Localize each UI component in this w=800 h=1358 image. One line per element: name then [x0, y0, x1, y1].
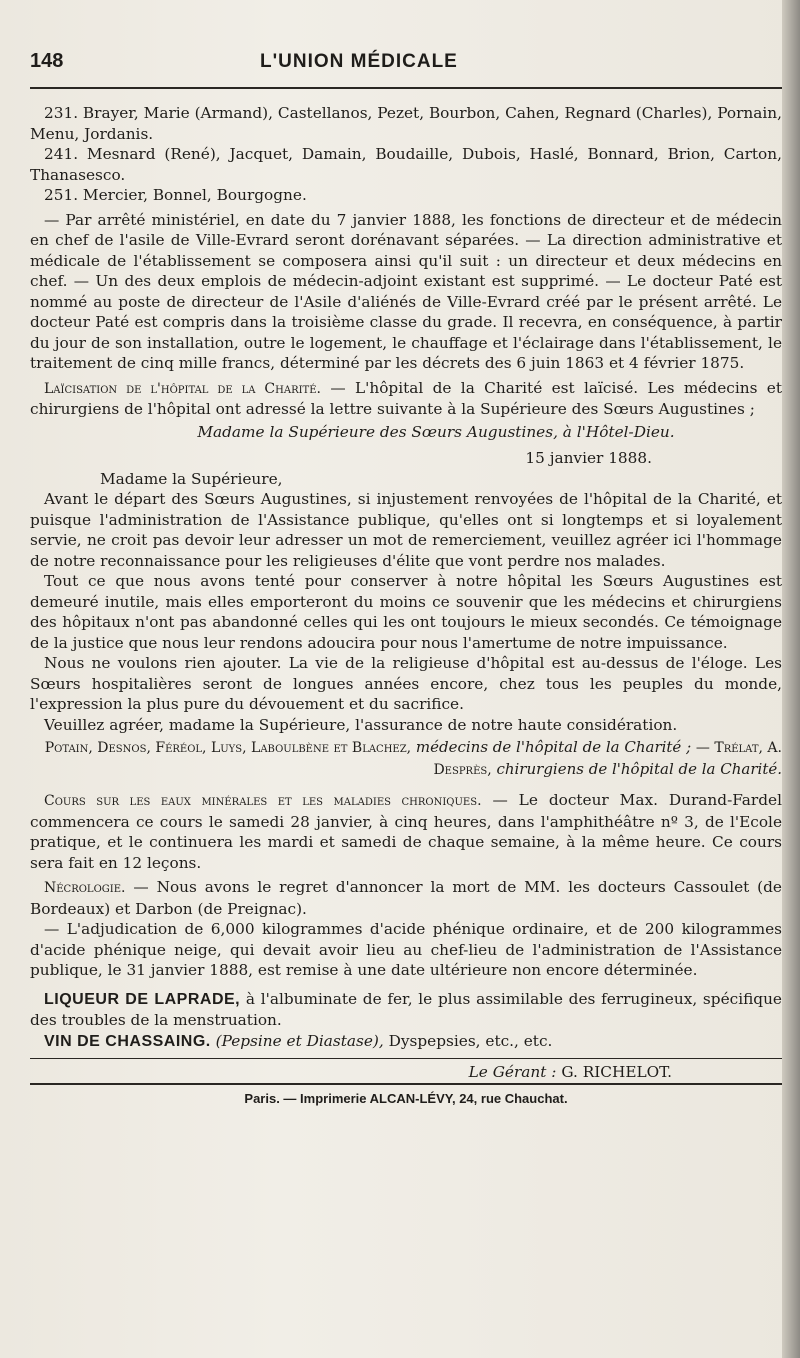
footer-rule-thick: [30, 1083, 782, 1085]
letter-address: Madame la Supérieure des Sœurs Augustines, à l'Hôtel-Dieu.: [197, 422, 675, 441]
page-header: [30, 50, 782, 73]
letter-salutation: Madame la Supérieure,: [100, 469, 283, 488]
necrologie-paragraph: [30, 877, 782, 919]
page-edge-shadow: [782, 0, 800, 1358]
article-body: [30, 103, 782, 1052]
section-heading: Nécrologie.: [44, 880, 126, 896]
letter-paragraph: Tout ce que nous avons tenté pour conserver à notre hôpital les Sœurs Augustines est demeuré inutile, mais elles emporteront du moins ce souvenir que les médecins et chirurgiens des hôpitaux n'ont pas abandonné celles qui les ont toujours le mieux secondés. Ce témoignage de la justice que nous leur rendons adoucira pour nous l'amertume de notre impuissance.: [30, 572, 782, 652]
footer-rule: [30, 1058, 782, 1059]
journal-title: L'UNION MÉDICALE: [260, 51, 458, 72]
gerant-label: Le Gérant :: [468, 1063, 557, 1081]
cours-paragraph: [30, 790, 782, 873]
section-heading: Cours sur les eaux minérales et les maladies chroniques.: [44, 793, 482, 809]
letter-signatures: [30, 737, 782, 780]
advertisement: [30, 989, 782, 1031]
role-surgeons: chirurgiens de l'hôpital de la Charité.: [496, 759, 782, 778]
advertisement: [30, 1031, 782, 1053]
section-text: — L'hôpital de la Charité est laïcisé. Les médecins et chirurgiens de l'hôpital ont adressé la lettre suivante à la Supérieure des Sœurs Augustines ;: [30, 378, 782, 418]
list-item: 231. Brayer, Marie (Armand), Castellanos, Pezet, Bourbon, Cahen, Regnard (Charles), Pornain, Menu, Jordanis.: [30, 104, 782, 143]
section-text: — Nous avons le regret d'annoncer la mort de MM. les docteurs Cassoulet (de Bordeaux) et Darbon (de Preignac).: [30, 878, 782, 918]
letter-paragraph: Veuillez agréer, madame la Supérieure, l'assurance de notre haute considération.: [44, 715, 678, 734]
adjudication-paragraph: — L'adjudication de 6,000 kilogrammes d'acide phénique ordinaire, et de 200 kilogrammes d'acide phénique neige, qui devait avoir lieu au chef-lieu de l'administration de l'Assistance publique, le 31 janvier 1888, est remise à une date ultérieure non encore déterminée.: [30, 920, 782, 979]
letter-paragraph: Avant le départ des Sœurs Augustines, si injustement renvoyées de l'hôpital de la Charité, et puisque l'administration de l'Assistance publique, qu'elles ont si longtemps et si loyalement servie, ne croit pas devoir leur adresser un mot de remerciement, veuillez agréer ici l'hommage de notre reconnaissance pour les religieuses d'élite que vont perdre nos malades.: [30, 490, 782, 570]
page-number: 148: [30, 50, 64, 72]
ad-brand: VIN DE CHASSAING.: [44, 1032, 211, 1050]
list-item: 241. Mesnard (René), Jacquet, Damain, Boudaille, Dubois, Haslé, Bonnard, Brion, Carton, Thanasesco.: [30, 145, 782, 184]
letter-date: 15 janvier 1888.: [525, 449, 652, 467]
signatories-physicians: Potain, Desnos, Féréol, Luys, Laboulbène et Blachez,: [44, 740, 412, 756]
ad-text-italic: (Pepsine et Diastase),: [215, 1031, 384, 1050]
ad-brand: LIQUEUR DE LAPRADE,: [44, 990, 241, 1008]
section-text: — Le docteur Max. Durand-Fardel commencera ce cours le samedi 28 janvier, à cinq heures, dans l'amphithéâtre nº 3, de l'Ecole pratique, et le continuera les mardi et samedi de chaque semaine, à la même heure. Ce cours sera fait en 12 leçons.: [30, 791, 782, 872]
laicisation-paragraph: [30, 378, 782, 420]
signatories-surgeons: — Trélat, A. Desprès,: [433, 740, 782, 778]
section-heading: Laïcisation de l'hôpital de la Charité.: [44, 380, 321, 397]
gerant-line: [30, 1063, 782, 1081]
arrete-paragraph: — Par arrêté ministériel, en date du 7 janvier 1888, les fonctions de directeur et de médecin en chef de l'asile de Ville-Evrard seront dorénavant séparées. — La direction administrative et médicale de l'établissement se composera ainsi qu'il suit : un directeur et deux médecins en chef. — Un des deux emplois de médecin-adjoint existant est supprimé. — Le docteur Paté est nommé au poste de directeur de l'Asile d'aliénés de Ville-Evrard créé par le présent arrêté. Le docteur Paté est compris dans la troisième classe du grade. Il recevra, en conséquence, à partir du jour de son installation, outre le logement, le chauffage et l'éclairage dans l'établissement, le traitement de cinq mille francs, déterminé par les décrets des 6 juin 1863 et 4 février 1875.: [30, 210, 782, 372]
gerant-name: G. RICHELOT.: [561, 1063, 672, 1081]
list-item: 251. Mercier, Bonnel, Bourgogne.: [44, 186, 307, 204]
role-physicians: médecins de l'hôpital de la Charité ;: [415, 738, 692, 756]
imprint-line: Paris. — Imprimerie ALCAN-LÉVY, 24, rue Chauchat.: [244, 1091, 568, 1106]
ad-text: à l'albuminate de fer, le plus assimilable des ferrugineux, spécifique des troubles de la menstruation.: [30, 989, 782, 1029]
ad-text: Dyspepsies, etc., etc.: [388, 1031, 553, 1050]
letter-paragraph: Nous ne voulons rien ajouter. La vie de la religieuse d'hôpital est au-dessus de l'éloge. Les Sœurs hospitalières seront de longues années encore, chez tous les peuples du monde, l'expression la plus pure du dévouement et du sacrifice.: [30, 654, 782, 713]
header-rule: [30, 87, 782, 89]
